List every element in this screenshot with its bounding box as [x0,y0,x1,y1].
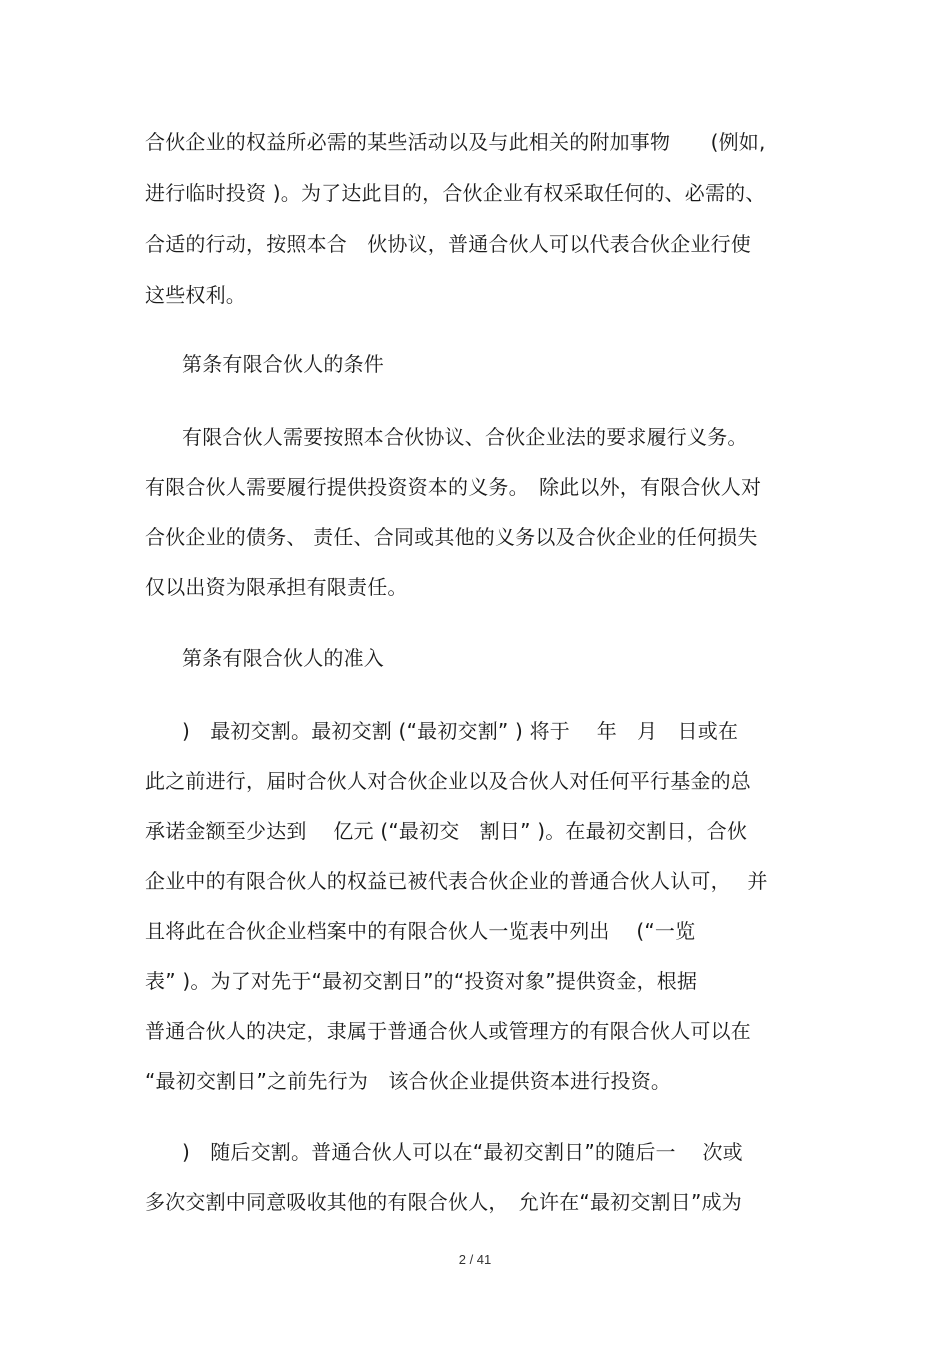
body-text-line: 普通合伙人的决定，隶属于普通合伙人或管理方的有限合伙人可以在 [145,1019,751,1043]
body-text-line: 有限合伙人需要按照本合伙协议、合伙企业法的要求履行义务。 [182,425,748,449]
body-text-line: 承诺金额至少达到 亿元 (“最初交 割日” )。在最初交割日，合伙 [145,819,748,843]
body-text-line: 企业中的有限合伙人的权益已被代表合伙企业的普通合伙人认可， 并 [145,869,768,893]
body-text-line: ) 最初交割。最初交割 (“最初交割” ) 将于 年 月 日或在 [182,719,739,743]
body-text-line: 合伙企业的债务、 责任、合同或其他的义务以及合伙企业的任何损失 [145,525,758,549]
body-text-line: 合适的行动，按照本合 伙协议，普通合伙人可以代表合伙企业行使 [145,232,751,256]
body-text-line: 此之前进行，届时合伙人对合伙企业以及合伙人对任何平行基金的总 [145,769,751,793]
body-text-line: 仅以出资为限承担有限责任。 [145,575,408,599]
body-text-line: “最初交割日”之前先行为 该合伙企业提供资本进行投资。 [145,1069,672,1093]
body-text-line: 表” )。为了对先于“最初交割日”的“投资对象”提供资金，根据 [145,969,698,993]
article-heading: 第条有限合伙人的准入 [182,646,384,670]
article-heading: 第条有限合伙人的条件 [182,352,384,376]
body-text-line: 多次交割中同意吸收其他的有限合伙人， 允许在“最初交割日”成为 [145,1190,742,1214]
body-text-line: ) 随后交割。普通合伙人可以在“最初交割日”的随后一 次或 [182,1140,743,1164]
body-text-line: 且将此在合伙企业档案中的有限合伙人一览表中列出 (“一览 [145,919,696,943]
body-text-line: 进行临时投资 )。为了达此目的，合伙企业有权采取任何的、必需的、 [145,181,766,205]
body-text-line: 有限合伙人需要履行提供投资资本的义务。 除此以外，有限合伙人对 [145,475,762,499]
page-number: 2 / 41 [458,1252,492,1267]
body-text-line: 这些权利。 [145,283,246,307]
body-text-line: 合伙企业的权益所必需的某些活动以及与此相关的附加事物 (例如, [145,130,766,154]
